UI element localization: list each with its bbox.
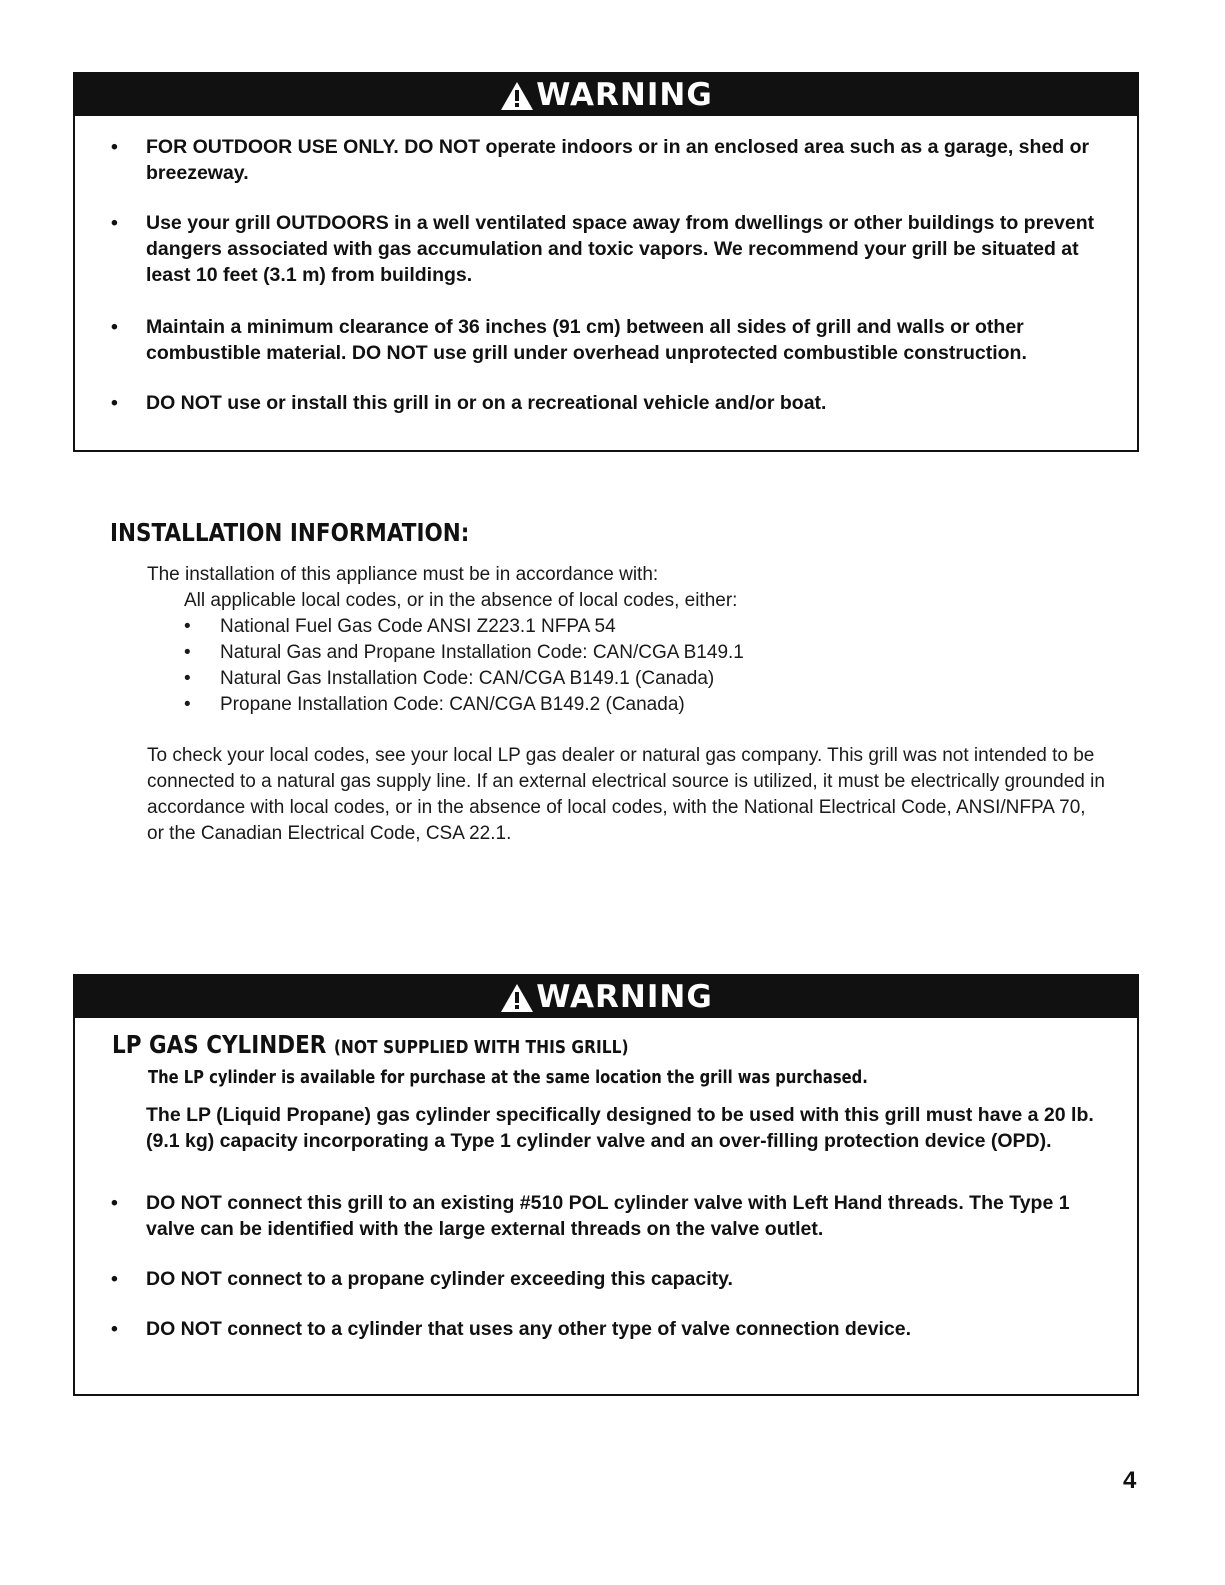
- installation-title: INSTALLATION INFORMATION:: [110, 518, 470, 547]
- warning-box-lp-cylinder: [73, 974, 1139, 1396]
- warning-header-label: WARNING: [536, 979, 713, 1015]
- warning-item: • DO NOT connect to a cylinder that uses any other type of valve connection device.: [75, 1316, 1137, 1342]
- page-number: 4: [1123, 1467, 1137, 1494]
- warning-triangle-icon: [499, 982, 535, 1014]
- warning-list: [75, 134, 1137, 416]
- cylinder-title-note: (NOT SUPPLIED WITH THIS GRILL): [333, 1037, 629, 1058]
- list-item: • Natural Gas Installation Code: CAN/CGA B149.1 (Canada): [184, 666, 1107, 692]
- installation-paragraph: To check your local codes, see your local LP gas dealer or natural gas company. This grill was not intended to be connected to a natural gas supply line. If an external electrical source is utilized, it must be electrically grounded in accordance with local codes, or in the absence of local codes, with the National Electrical Code, ANSI/NFPA 70, or the Canadian Electrical Code, CSA 22.1.: [147, 745, 1105, 844]
- warning-header-label: WARNING: [536, 77, 713, 113]
- cylinder-title-text: LP GAS CYLINDER: [112, 1030, 327, 1059]
- warning-item: • Maintain a minimum clearance of 36 inches (91 cm) between all sides of grill and walls or other combustible material. DO NOT use grill under overhead unprotected combustible construction.: [75, 314, 1137, 366]
- warning-item: • FOR OUTDOOR USE ONLY. DO NOT operate indoors or in an enclosed area such as a garage, shed or breezeway.: [75, 134, 1137, 186]
- warning-item: • DO NOT connect to a propane cylinder exceeding this capacity.: [75, 1266, 1137, 1292]
- warning-header: [75, 976, 1137, 1018]
- warning-item: • DO NOT connect this grill to an existing #510 POL cylinder valve with Left Hand threads. The Type 1 valve can be identified with the large external threads on the valve outlet.: [75, 1190, 1137, 1242]
- cylinder-requirement-paragraph: The LP (Liquid Propane) gas cylinder specifically designed to be used with this grill must have a 20 lb. (9.1 kg) capacity incorporating a Type 1 cylinder valve and an over-filling protection device (OPD).: [146, 1104, 1094, 1152]
- warning-item: • DO NOT use or install this grill in or on a recreational vehicle and/or boat.: [75, 390, 1137, 416]
- list-item: • National Fuel Gas Code ANSI Z223.1 NFPA 54: [184, 614, 1107, 640]
- warning-header: [75, 74, 1137, 116]
- installation-intro: The installation of this appliance must be in accordance with:: [147, 564, 659, 585]
- warning-item: • Use your grill OUTDOORS in a well ventilated space away from dwellings or other buildings to prevent dangers associated with gas accumulation and toxic vapors. We recommend your grill be situated at least 10 feet (3.1 m) from buildings.: [75, 210, 1137, 288]
- warning-list: [75, 1190, 1137, 1342]
- list-item: • Propane Installation Code: CAN/CGA B149.2 (Canada): [184, 692, 1107, 718]
- cylinder-availability-note: The LP cylinder is available for purchase at the same location the grill was purchased.: [148, 1067, 868, 1088]
- warning-triangle-icon: [499, 80, 535, 112]
- list-item: • Natural Gas and Propane Installation Code: CAN/CGA B149.1: [184, 640, 1107, 666]
- installation-section: [147, 562, 1107, 847]
- warning-box-outdoor-use: [73, 72, 1139, 452]
- cylinder-title: [112, 1030, 994, 1059]
- installation-codes-list: [147, 614, 1107, 718]
- installation-sub-intro: All applicable local codes, or in the absence of local codes, either:: [184, 590, 738, 611]
